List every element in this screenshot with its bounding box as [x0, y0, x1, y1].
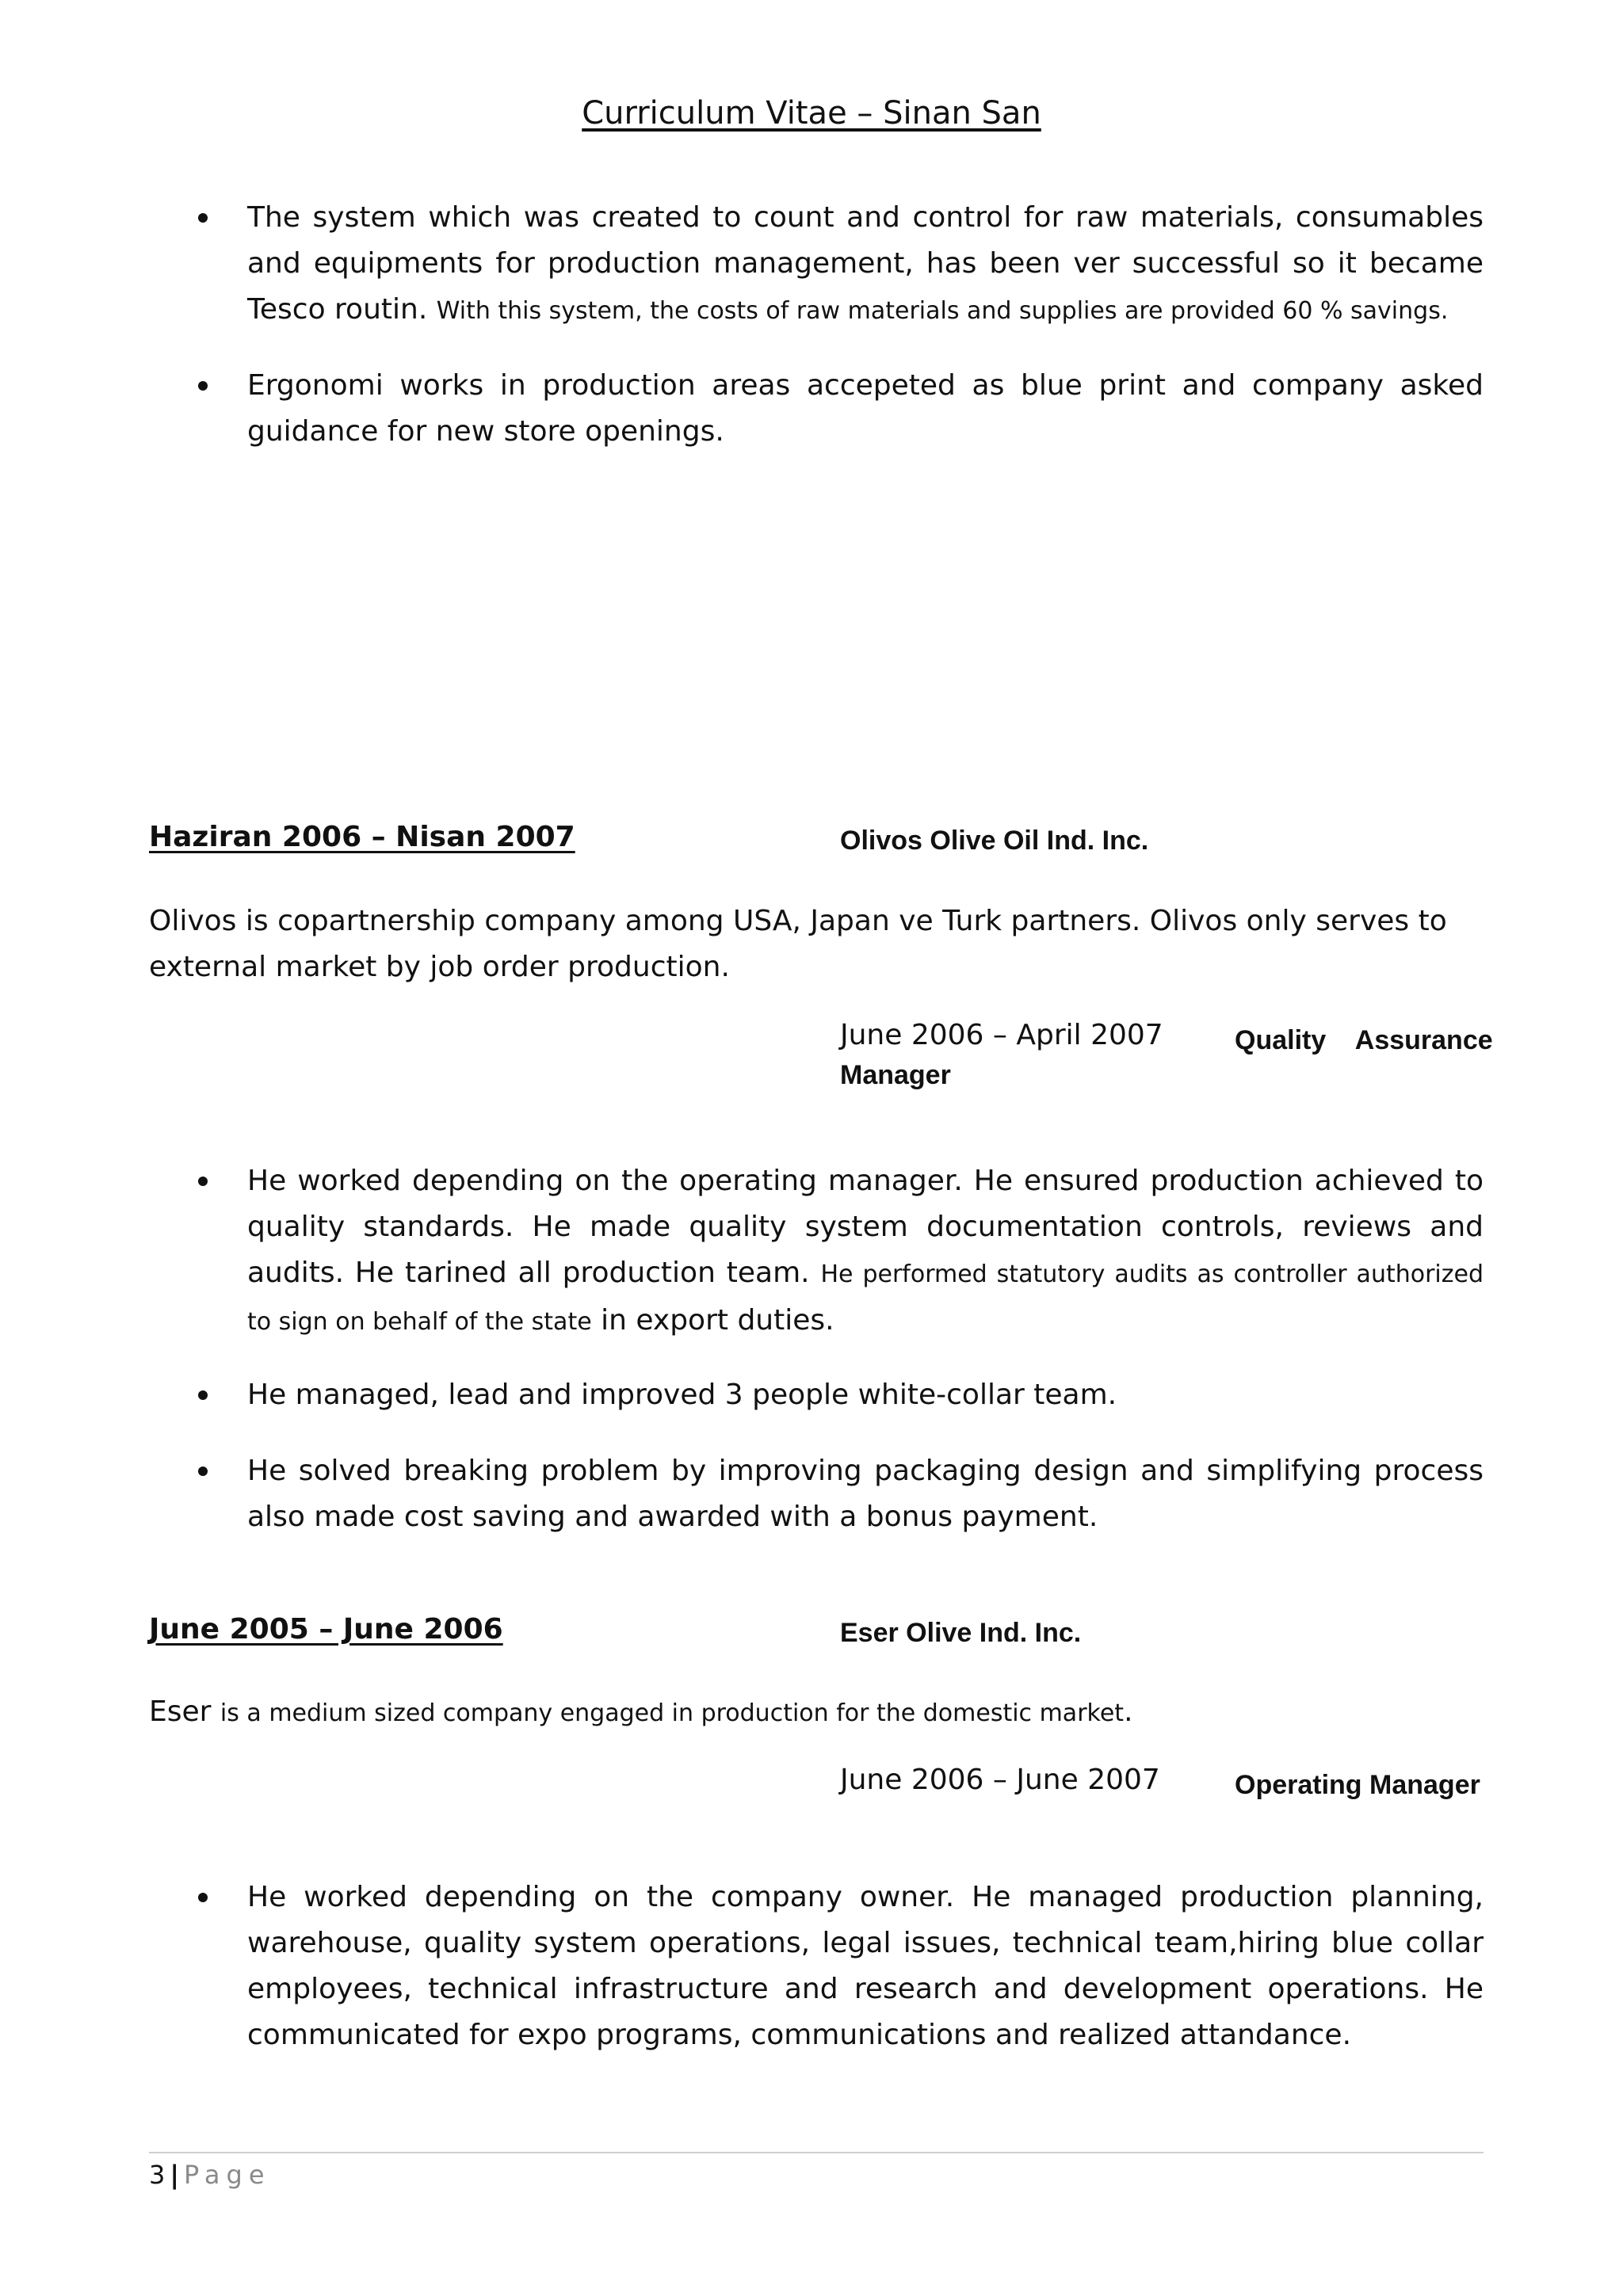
bullet-icon — [198, 1466, 208, 1476]
company-description: Eser is a medium sized company engaged in production for the domestic market. — [149, 1695, 1133, 1728]
section-period: June 2005 – June 2006 — [149, 1613, 503, 1646]
page-label: Page — [184, 2160, 271, 2190]
bullet-icon — [198, 1177, 208, 1186]
page-footer — [149, 2160, 271, 2190]
bullet-text: He worked depending on the company owner. He managed production planning, warehouse, quality system operations, legal issues, technical team,hiring blue collar employees, technical infrastructure and research and development operations. He communicated for expo programs, communications and realized attandance. — [247, 1881, 1484, 2051]
page-number: 3 — [149, 2160, 166, 2190]
company-name: Olivos Olive Oil Ind. Inc. — [840, 826, 1149, 856]
bullet-tail: in export duties. — [601, 1304, 834, 1337]
company-description: Olivos is copartnership company among USA, Japan ve Turk partners. Olivos only serves to external market by job order production. — [149, 905, 1447, 983]
bullet-icon — [198, 213, 208, 223]
bullet-icon — [198, 1390, 208, 1400]
page-title: Curriculum Vitae – Sinan San — [582, 95, 1041, 132]
bullet-note: With this system, the costs of raw materials and supplies are provided 60 % savings. — [436, 297, 1449, 325]
bullet-text: He managed, lead and improved 3 people white-collar team. — [247, 1379, 1117, 1411]
bullet-text: Ergonomi works in production areas accepeted as blue print and company asked guidance for new store openings. — [247, 369, 1484, 448]
footer-divider — [149, 2152, 1484, 2153]
bullet-icon — [198, 381, 208, 391]
role-period: June 2006 – April 2007 — [840, 1019, 1163, 1051]
role-period: June 2006 – June 2007 — [840, 1764, 1160, 1796]
section-period: Haziran 2006 – Nisan 2007 — [149, 821, 575, 853]
bullet-icon — [198, 1893, 208, 1902]
company-name: Eser Olive Ind. Inc. — [840, 1618, 1082, 1648]
bullet-text: The system which was created to count and control for raw materials, consumables and equipments for production management, has been ver successful so it became Tesco routin. — [247, 201, 1484, 326]
bullet-text: He worked depending on the operating manager. He ensured production achieved to quality standards. He made quality system documentation controls, reviews and audits. He tarined all production team. — [247, 1165, 1484, 1289]
footer-separator: | — [170, 2160, 180, 2190]
bullet-text: He solved breaking problem by improving packaging design and simplifying process also made cost saving and awarded with a bonus payment. — [247, 1455, 1484, 1533]
role-title: Quality Assurance — [1235, 1025, 1493, 1055]
bullet-note: He performed statutory audits as controller authorized to sign on behalf of the state — [247, 1261, 1484, 1336]
role-title: Operating Manager — [1235, 1770, 1480, 1800]
role-title-continued: Manager — [840, 1060, 951, 1090]
